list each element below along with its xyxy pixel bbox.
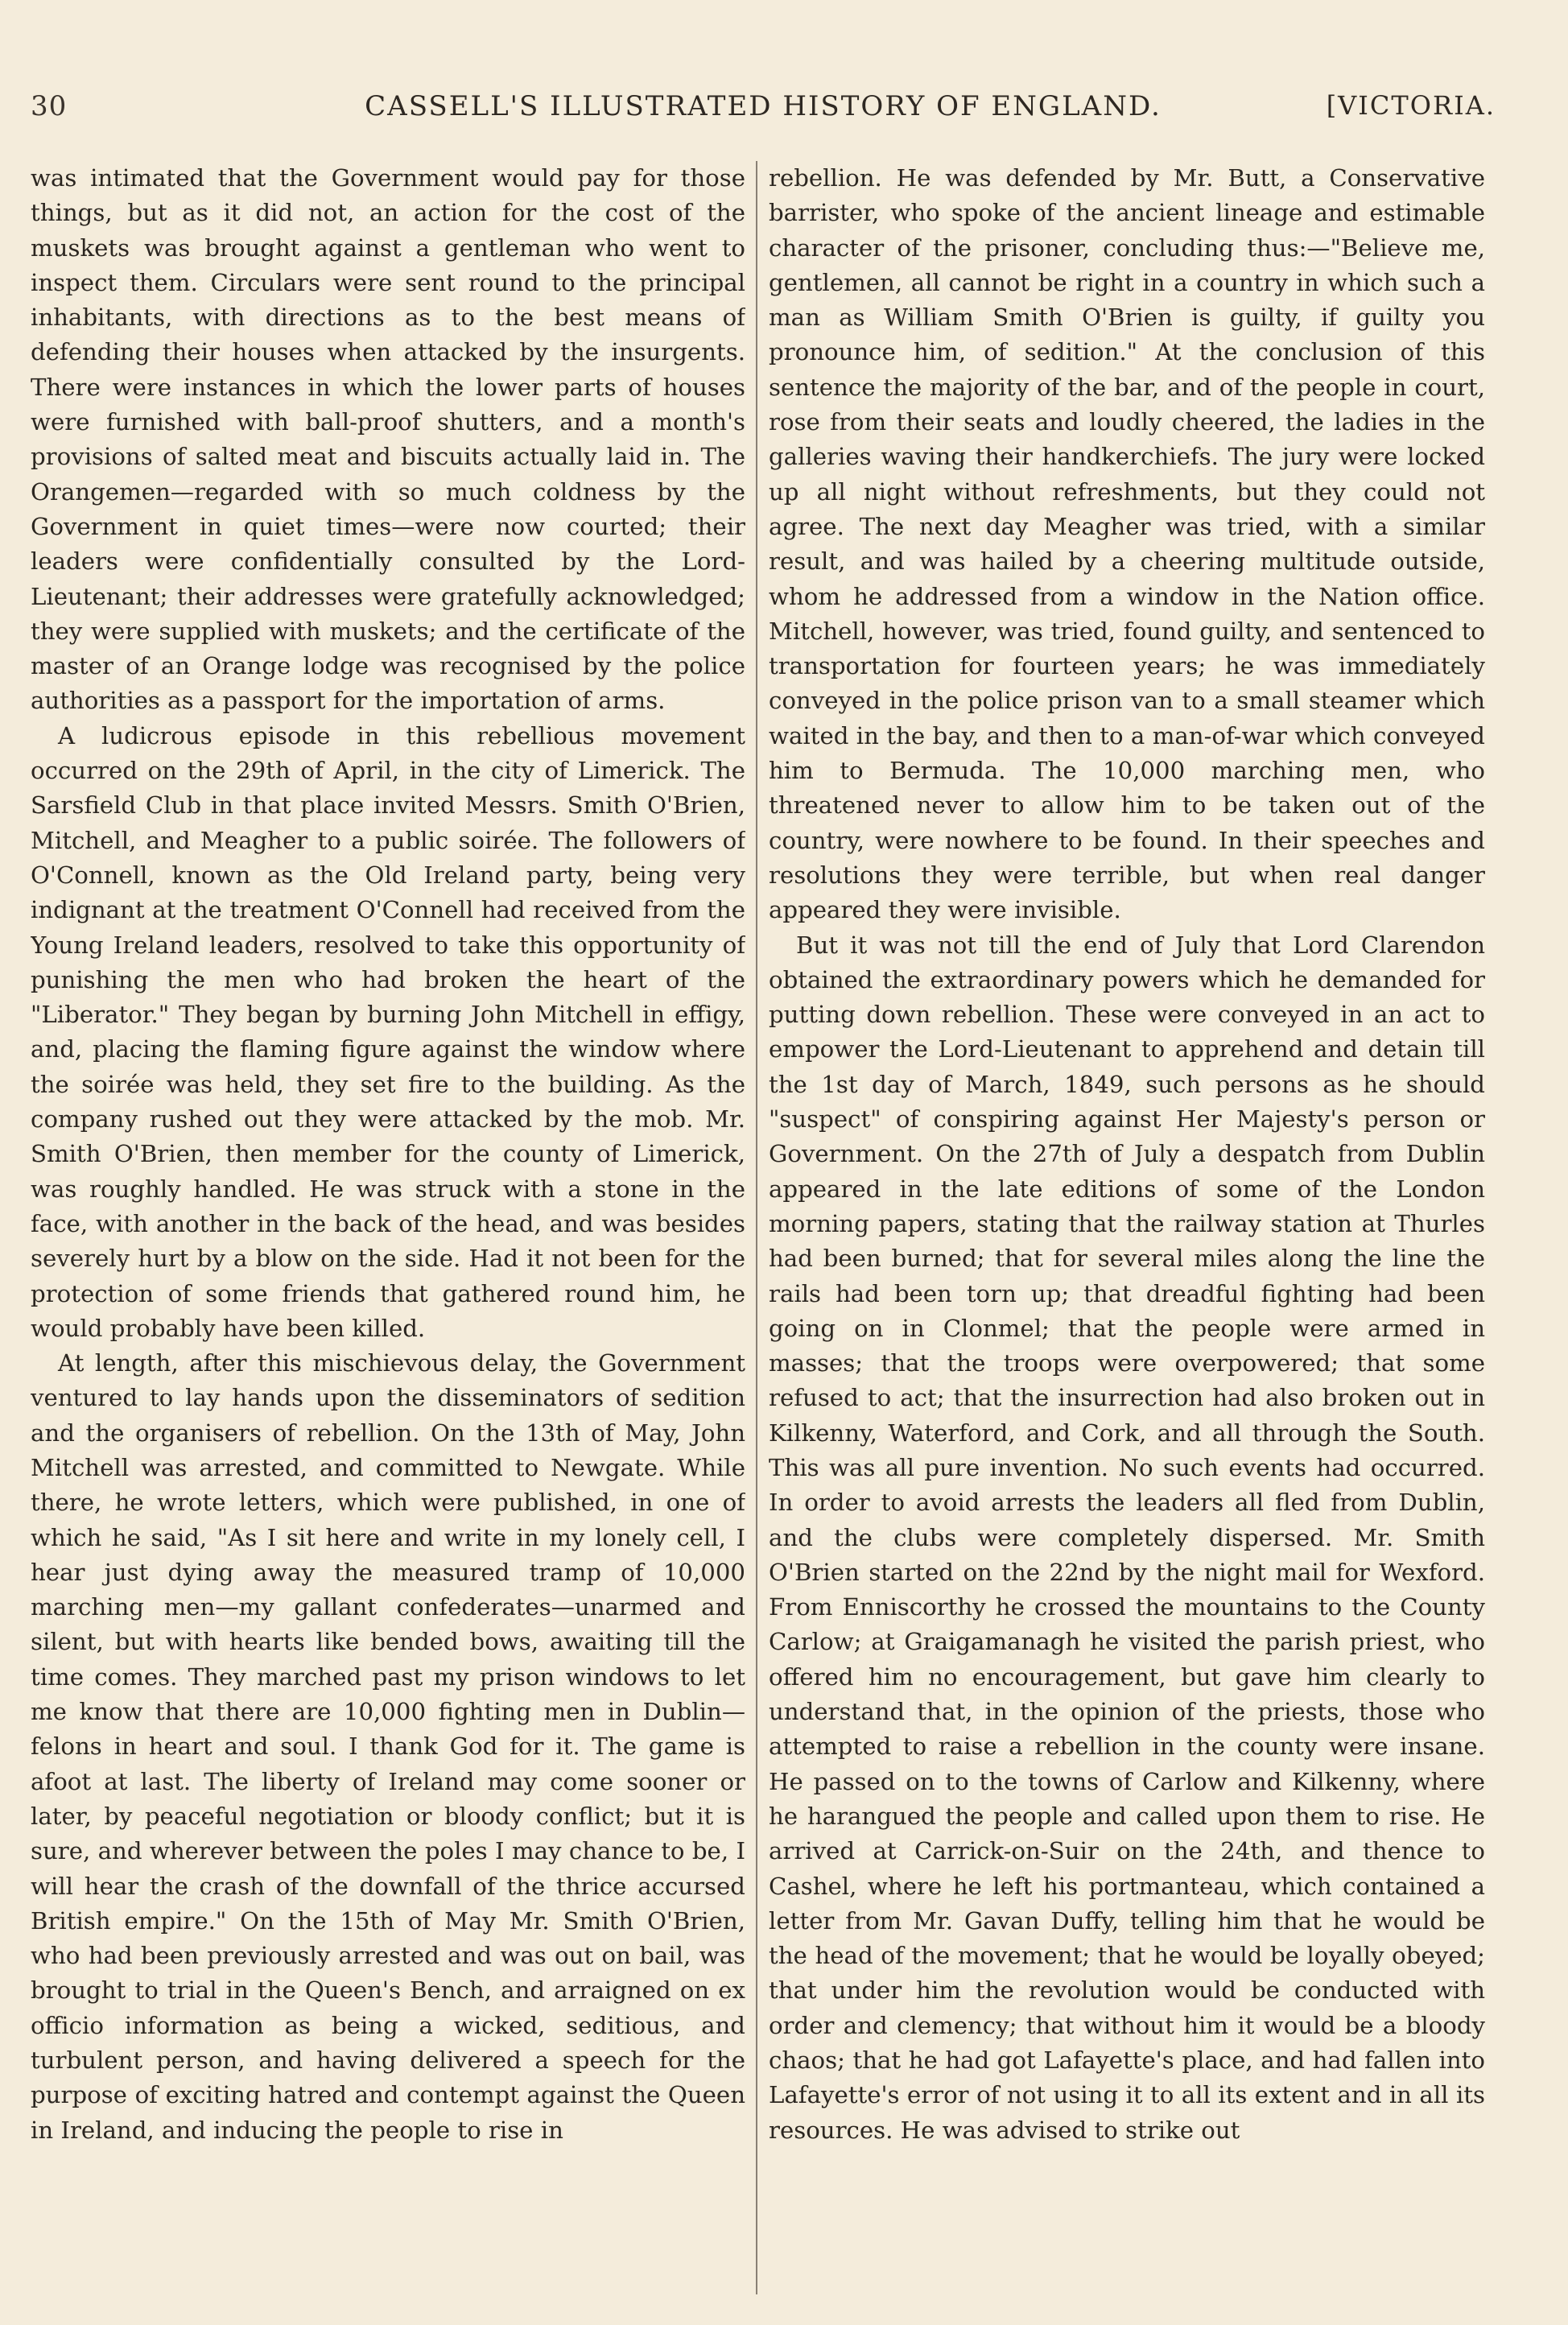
right-column: [769, 161, 1485, 2302]
paragraph: rebellion. He was defended by Mr. Butt, a Conservative barrister, who spoke of the ancient lineage and estimable character of the prisoner, concluding thus:—"Believe me, gentlemen, all cannot be right in a country in which such a man as William Smith O'Brien is guilty, if guilty you pronounce him, of sedition." At the conclusion of this sentence the majority of the bar, and of the people in court, rose from their seats and loudly cheered, the ladies in the galleries waving their handkerchiefs. The jury were locked up all night without refreshments, but they could not agree. The next day Meagher was tried, with a similar result, and was hailed by a cheering multitude outside, whom he addressed from a window in the Nation office. Mitchell, however, was tried, found guilty, and sentenced to transportation for fourteen years; he was immediately conveyed in the police prison van to a small steamer which waited in the bay, and then to a man-of-war which conveyed him to Bermuda. The 10,000 marching men, who threatened never to allow him to be taken out of the country, were nowhere to be found. In their speeches and resolutions they were terrible, but when real danger appeared they were invisible.: [769, 164, 1485, 924]
running-header: [31, 90, 1496, 130]
left-column: [31, 161, 745, 2302]
section-tag: [VICTORIA.: [1326, 90, 1496, 121]
column-divider: [756, 161, 757, 2294]
paragraph: A ludicrous episode in this rebellious movement occurred on the 29th of April, in the city of Limerick. The Sarsfield Club in that place invited Messrs. Smith O'Brien, Mitchell, and Meagher to a public soirée. The followers of O'Connell, known as the Old Ireland party, being very indignant at the treatment O'Connell had received from the Young Ireland leaders, resolved to take this opportunity of punishing the men who had broken the heart of the "Liberator." They began by burning John Mitchell in effigy, and, placing the flaming figure against the window where the soirée was held, they set fire to the building. As the company rushed out they were attacked by the mob. Mr. Smith O'Brien, then member for the county of Limerick, was roughly handled. He was struck with a stone in the face, with another in the back of the head, and was besides severely hurt by a blow on the side. Had it not been for the protection of some friends that gathered round him, he would probably have been killed.: [31, 721, 745, 1342]
page-number: 30: [31, 90, 68, 122]
paragraph: was intimated that the Government would pay for those things, but as it did not, an action for the cost of the muskets was brought against a gentleman who went to inspect them. Circulars were sent round to the principal inhabitants, with directions as to the best means of defending their houses when attacked by the insurgents. There were instances in which the lower parts of houses were furnished with ball-proof shutters, and a month's provisions of salted meat and biscuits actually laid in. The Orangemen—regarded with so much coldness by the Government in quiet times—were now courted; their leaders were confidentially consulted by the Lord-Lieutenant; their addresses were gratefully acknowledged; they were supplied with muskets; and the certificate of the master of an Orange lodge was recognised by the police authorities as a passport for the importation of arms.: [31, 164, 745, 715]
paragraph: But it was not till the end of July that Lord Clarendon obtained the extraordinary powers which he demanded for putting down rebellion. These were conveyed in an act to empower the Lord-Lieutenant to apprehend and detain till the 1st day of March, 1849, such persons as he should "suspect" of conspiring against Her Majesty's person or Government. On the 27th of July a despatch from Dublin appeared in the late editions of some of the London morning papers, stating that the railway station at Thurles had been burned; that for several miles along the line the rails had been torn up; that dreadful fighting had been going on in Clonmel; that the people were armed in masses; that the troops were overpowered; that some refused to act; that the insurrection had also broken out in Kilkenny, Waterford, and Cork, and all through the South. This was all pure invention. No such events had occurred. In order to avoid arrests the leaders all fled from Dublin, and the clubs were completely dispersed. Mr. Smith O'Brien started on the 22nd by the night mail for Wexford. From Enniscorthy he crossed the mountains to the County Carlow; at Graigamanagh he visited the parish priest, who offered him no encouragement, but gave him clearly to understand that, in the opinion of the priests, those who attempted to raise a rebellion in the county were insane. He passed on to the towns of Carlow and Kilkenny, where he harangued the people and called upon them to rise. He arrived at Carrick-on-Suir on the 24th, and thence to Cashel, where he left his portmanteau, which contained a letter from Mr. Gavan Duffy, telling him that he would be the head of the movement; that he would be loyally obeyed; that under him the revolution would be conducted with order and clemency; that without him it would be a bloody chaos; that he had got Lafayette's place, and had fallen into Lafayette's error of not using it to all its extent and in all its resources. He was advised to strike out: [769, 931, 1485, 2144]
running-title: CASSELL'S ILLUSTRATED HISTORY OF ENGLAND.: [365, 90, 1162, 122]
paragraph: At length, after this mischievous delay, the Government ventured to lay hands upon the disseminators of sedition and the organisers of rebellion. On the 13th of May, John Mitchell was arrested, and committed to Newgate. While there, he wrote letters, which were published, in one of which he said, "As I sit here and write in my lonely cell, I hear just dying away the measured tramp of 10,000 marching men—my gallant confederates—unarmed and silent, but with hearts like bended bows, awaiting till the time comes. They marched past my prison windows to let me know that there are 10,000 fighting men in Dublin—felons in heart and soul. I thank God for it. The game is afoot at last. The liberty of Ireland may come sooner or later, by peaceful negotiation or bloody conflict; but it is sure, and wherever between the poles I may chance to be, I will hear the crash of the downfall of the thrice accursed British empire." On the 15th of May Mr. Smith O'Brien, who had been previously arrested and was out on bail, was brought to trial in the Queen's Bench, and arraigned on ex officio information as being a wicked, seditious, and turbulent person, and having delivered a speech for the purpose of exciting hatred and contempt against the Queen in Ireland, and inducing the people to rise in: [31, 1349, 745, 2144]
